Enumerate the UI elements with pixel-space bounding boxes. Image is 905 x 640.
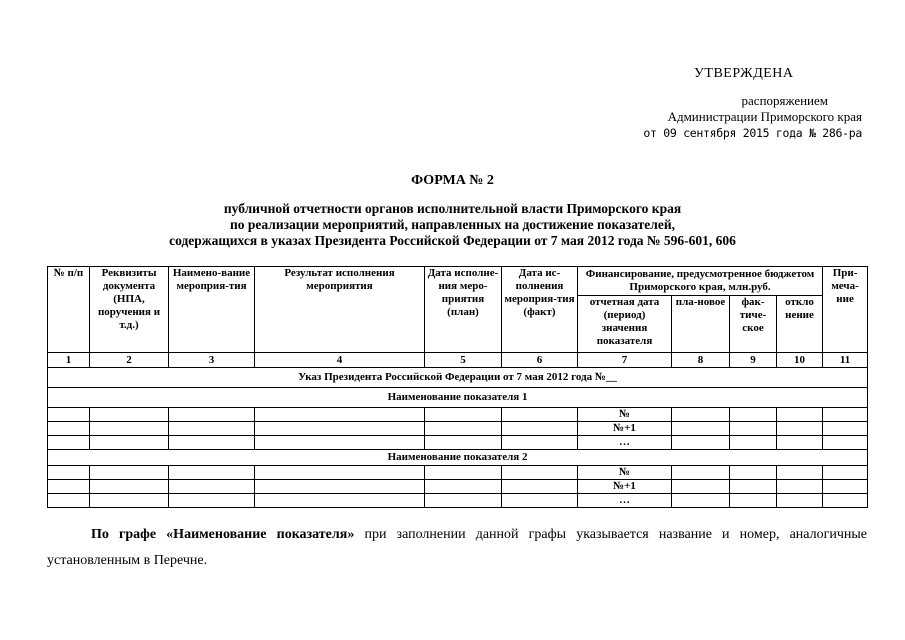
subtitle-line-3: содержащихся в указах Президента Российской Федерации от 7 мая 2012 года № 596-601, 606	[169, 233, 736, 248]
table-row	[48, 466, 868, 480]
col-number: 6	[502, 353, 578, 368]
period-cell: №	[578, 408, 672, 422]
decree-row: Указ Президента Российской Федерации от 7 мая 2012 года №__	[48, 368, 868, 388]
table-row	[48, 436, 868, 450]
note-text: при заполнении данной графы указывается название и номер, аналогичные установленным в Перечне.	[47, 527, 867, 568]
note-lead: По графе «Наименование показателя»	[91, 527, 355, 542]
col-number: 1	[48, 353, 90, 368]
col-number: 8	[672, 353, 730, 368]
indicator-1-row: Наименование показателя 1	[48, 388, 868, 408]
subtitle-line-2: по реализации мероприятий, направленных на достижение показателей,	[230, 217, 675, 232]
col-number: 2	[90, 353, 169, 368]
col-number: 4	[255, 353, 425, 368]
header-number: № п/п	[48, 267, 90, 353]
table-row	[48, 422, 868, 436]
approval-block	[606, 93, 862, 141]
approval-stamp: УТВЕРЖДЕНА	[694, 66, 794, 81]
form-subtitle	[0, 201, 905, 249]
table-row	[48, 408, 868, 422]
header-date-fact: Дата ис-полнения мероприя-тия (факт)	[502, 267, 578, 353]
subtitle-line-1: публичной отчетности органов исполнительной власти Приморского края	[223, 201, 682, 216]
header-date-plan: Дата исполне-ния меро-приятия (план)	[425, 267, 502, 353]
indicator-2-row: Наименование показателя 2	[48, 450, 868, 466]
col-number: 11	[823, 353, 868, 368]
header-financing: Финансирование, предусмотренное бюджетом Приморского края, млн.руб.	[578, 267, 823, 296]
period-cell: №+1	[578, 422, 672, 436]
header-report-date: отчетная дата (период) значения показателя	[578, 296, 672, 353]
approval-line-1: распоряжением	[741, 93, 828, 108]
col-number: 3	[169, 353, 255, 368]
report-table	[47, 266, 868, 508]
table-row	[48, 494, 868, 508]
col-number: 9	[730, 353, 777, 368]
period-cell: №+1	[578, 480, 672, 494]
period-cell: …	[578, 436, 672, 450]
period-cell: №	[578, 466, 672, 480]
col-number: 10	[777, 353, 823, 368]
header-planned: пла-новое	[672, 296, 730, 353]
col-number: 5	[425, 353, 502, 368]
header-note: При-меча-ние	[823, 267, 868, 353]
period-cell: …	[578, 494, 672, 508]
table-row	[48, 480, 868, 494]
header-deviation: откло нение	[777, 296, 823, 353]
header-actual: фак-тиче-ское	[730, 296, 777, 353]
approval-date: от 09 сентября 2015 года № 286-ра	[643, 126, 862, 140]
form-title: ФОРМА № 2	[411, 173, 494, 188]
col-number: 7	[578, 353, 672, 368]
instruction-note	[47, 522, 867, 574]
header-document: Реквизиты документа (НПА, поручения и т.д.)	[90, 267, 169, 353]
header-event-name: Наимено-вание мероприя-тия	[169, 267, 255, 353]
approval-line-2: Администрации Приморского края	[667, 109, 862, 124]
header-result: Результат исполнения мероприятия	[255, 267, 425, 353]
